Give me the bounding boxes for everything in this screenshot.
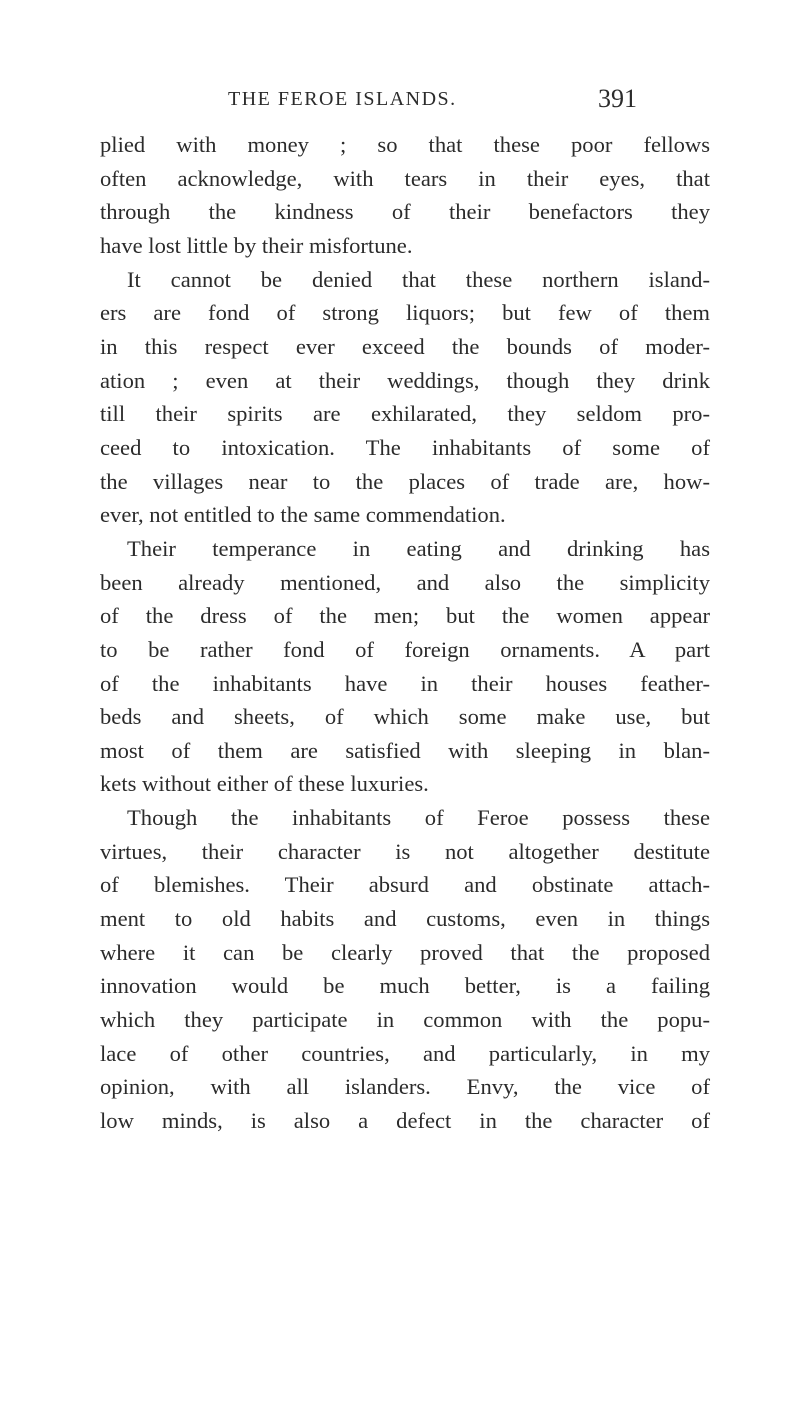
paragraph [100,532,710,801]
text-line: where it can be clearly proved that the proposed [100,939,710,965]
running-title: THE FEROE ISLANDS. [228,88,457,110]
text-line: opinion, with all islanders. Envy, the vice of [100,1074,710,1100]
text-line: the villages near to the places of trade are, how- [100,468,710,494]
text-line: through the kindness of their benefactors they [100,199,710,225]
text-line: innovation would be much better, is a failing [100,973,710,999]
text-line: in this respect ever exceed the bounds of moder- [100,333,710,359]
paragraph [100,801,710,1138]
body-text [100,128,710,1138]
text-line: have lost little by their misfortune. [100,232,413,258]
text-line: ation ; even at their weddings, though they drink [100,367,710,393]
text-line: been already mentioned, and also the simplicity [100,569,710,595]
text-line: to be rather fond of foreign ornaments. A part [100,636,710,662]
text-line: of blemishes. Their absurd and obstinate attach- [100,872,710,898]
text-line: ment to old habits and customs, even in things [100,906,710,932]
text-line: ers are fond of strong liquors; but few of them [100,300,710,326]
text-line: of the inhabitants have in their houses feather- [100,670,710,696]
text-line: till their spirits are exhilarated, they seldom pro- [100,401,710,427]
text-line: plied with money ; so that these poor fellows [100,132,710,157]
text-line: kets without either of these luxuries. [100,771,429,797]
running-head [0,84,800,116]
text-line: which they participate in common with the popu- [100,1007,710,1033]
text-line: ever, not entitled to the same commendation. [100,502,506,528]
page-number: 391 [598,84,637,113]
text-line: most of them are satisfied with sleeping in blan- [100,737,710,763]
text-line: low minds, is also a defect in the character of [100,1108,710,1134]
text-line: ceed to intoxication. The inhabitants of some of [100,434,710,460]
paragraph [100,263,710,532]
text-line: beds and sheets, of which some make use, but [100,704,710,730]
text-line: Their temperance in eating and drinking has [127,535,710,561]
text-line: virtues, their character is not altogether destitute [100,838,710,864]
text-line: of the dress of the men; but the women appear [100,603,710,629]
text-line: Though the inhabitants of Feroe possess these [127,805,710,831]
text-line: lace of other countries, and particularly, in my [100,1040,710,1066]
text-line: often acknowledge, with tears in their eyes, that [100,165,710,191]
paragraph [100,128,710,263]
text-line: It cannot be denied that these northern island- [127,266,710,292]
